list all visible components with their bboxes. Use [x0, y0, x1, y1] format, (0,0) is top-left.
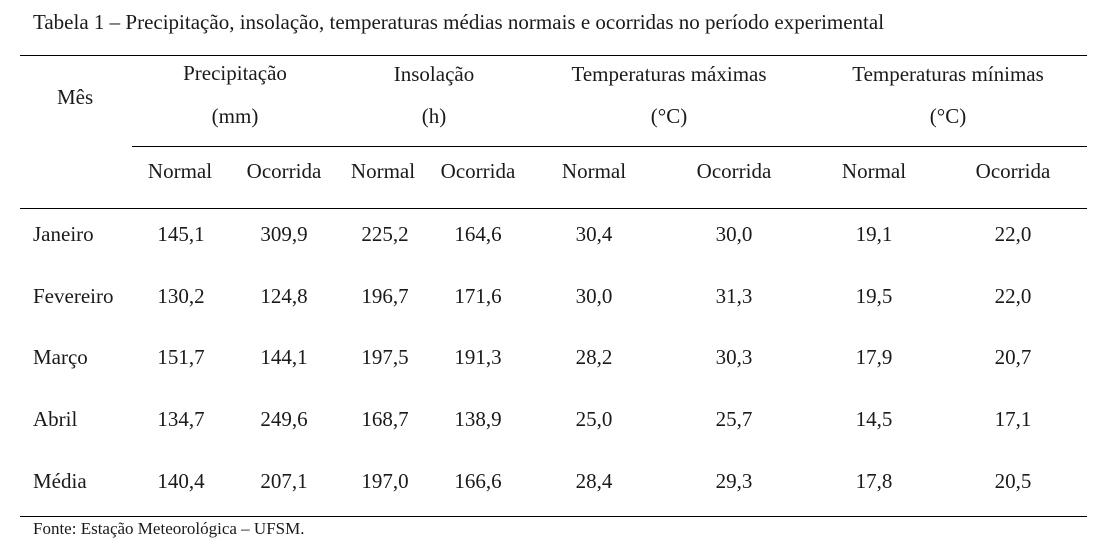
table-cell: 151,7: [157, 345, 205, 369]
subheader-normal: Normal: [147, 159, 213, 183]
subheader-ocorrida: Ocorrida: [246, 159, 322, 183]
table-cell: 14,5: [855, 407, 893, 431]
group-header-max-temp: Temperaturas máximas: [571, 62, 767, 86]
subheader-ocorrida: Ocorrida: [440, 159, 516, 183]
table-cell: 309,9: [260, 222, 308, 246]
table-cell: 166,6: [454, 469, 502, 493]
table-cell: 124,8: [260, 284, 308, 308]
table-cell: 171,6: [454, 284, 502, 308]
table-cell: 140,4: [157, 469, 205, 493]
table-cell: 20,5: [994, 469, 1032, 493]
table-cell: 19,1: [855, 222, 893, 246]
subheader-ocorrida: Ocorrida: [696, 159, 772, 183]
table-cell: 134,7: [157, 407, 205, 431]
row-label: Março: [33, 345, 88, 369]
top-rule: [20, 55, 1087, 56]
table-cell: 20,7: [994, 345, 1032, 369]
table-cell: 196,7: [361, 284, 409, 308]
table-cell: 17,1: [994, 407, 1032, 431]
table-cell: 197,5: [361, 345, 409, 369]
table-cell: 30,3: [715, 345, 753, 369]
table-cell: 144,1: [260, 345, 308, 369]
row-label: Abril: [33, 407, 78, 431]
table-cell: 25,0: [575, 407, 613, 431]
table-cell: 25,7: [715, 407, 753, 431]
group-unit-max-temp: (°C): [650, 104, 688, 128]
subheader-normal: Normal: [350, 159, 416, 183]
row-label: Fevereiro: [33, 284, 114, 308]
table-caption: Tabela 1 – Precipitação, insolação, temperaturas médias normais e ocorridas no período experimental: [33, 10, 885, 34]
table-cell: 164,6: [454, 222, 502, 246]
month-header: Mês: [57, 85, 94, 109]
group-header-rule: [132, 146, 1087, 147]
subheader-ocorrida: Ocorrida: [975, 159, 1051, 183]
table-cell: 225,2: [361, 222, 409, 246]
row-label: Janeiro: [33, 222, 94, 246]
table-cell: 17,9: [855, 345, 893, 369]
row-label: Média: [33, 469, 87, 493]
table-cell: 31,3: [715, 284, 753, 308]
table-cell: 130,2: [157, 284, 205, 308]
subheader-normal: Normal: [561, 159, 627, 183]
group-header-min-temp: Temperaturas mínimas: [852, 62, 1044, 86]
group-unit-min-temp: (°C): [929, 104, 967, 128]
table-cell: 30,0: [575, 284, 613, 308]
group-header-precipitation: Precipitação: [183, 61, 287, 85]
header-bottom-rule: [20, 208, 1087, 209]
table-cell: 28,4: [575, 469, 613, 493]
table-cell: 207,1: [260, 469, 308, 493]
table-cell: 22,0: [994, 284, 1032, 308]
table-cell: 197,0: [361, 469, 409, 493]
table-cell: 19,5: [855, 284, 893, 308]
group-unit-precipitation: (mm): [211, 104, 259, 128]
table-cell: 168,7: [361, 407, 409, 431]
group-unit-insolation: (h): [421, 104, 447, 128]
table-cell: 145,1: [157, 222, 205, 246]
bottom-rule: [20, 516, 1087, 517]
table-cell: 29,3: [715, 469, 753, 493]
table-source: Fonte: Estação Meteorológica – UFSM.: [33, 519, 305, 538]
table-cell: 30,0: [715, 222, 753, 246]
table-cell: 30,4: [575, 222, 613, 246]
table-cell: 28,2: [575, 345, 613, 369]
table-cell: 249,6: [260, 407, 308, 431]
table-cell: 191,3: [454, 345, 502, 369]
table-cell: 17,8: [855, 469, 893, 493]
subheader-normal: Normal: [841, 159, 907, 183]
table-cell: 138,9: [454, 407, 502, 431]
table-cell: 22,0: [994, 222, 1032, 246]
group-header-insolation: Insolação: [393, 62, 475, 86]
